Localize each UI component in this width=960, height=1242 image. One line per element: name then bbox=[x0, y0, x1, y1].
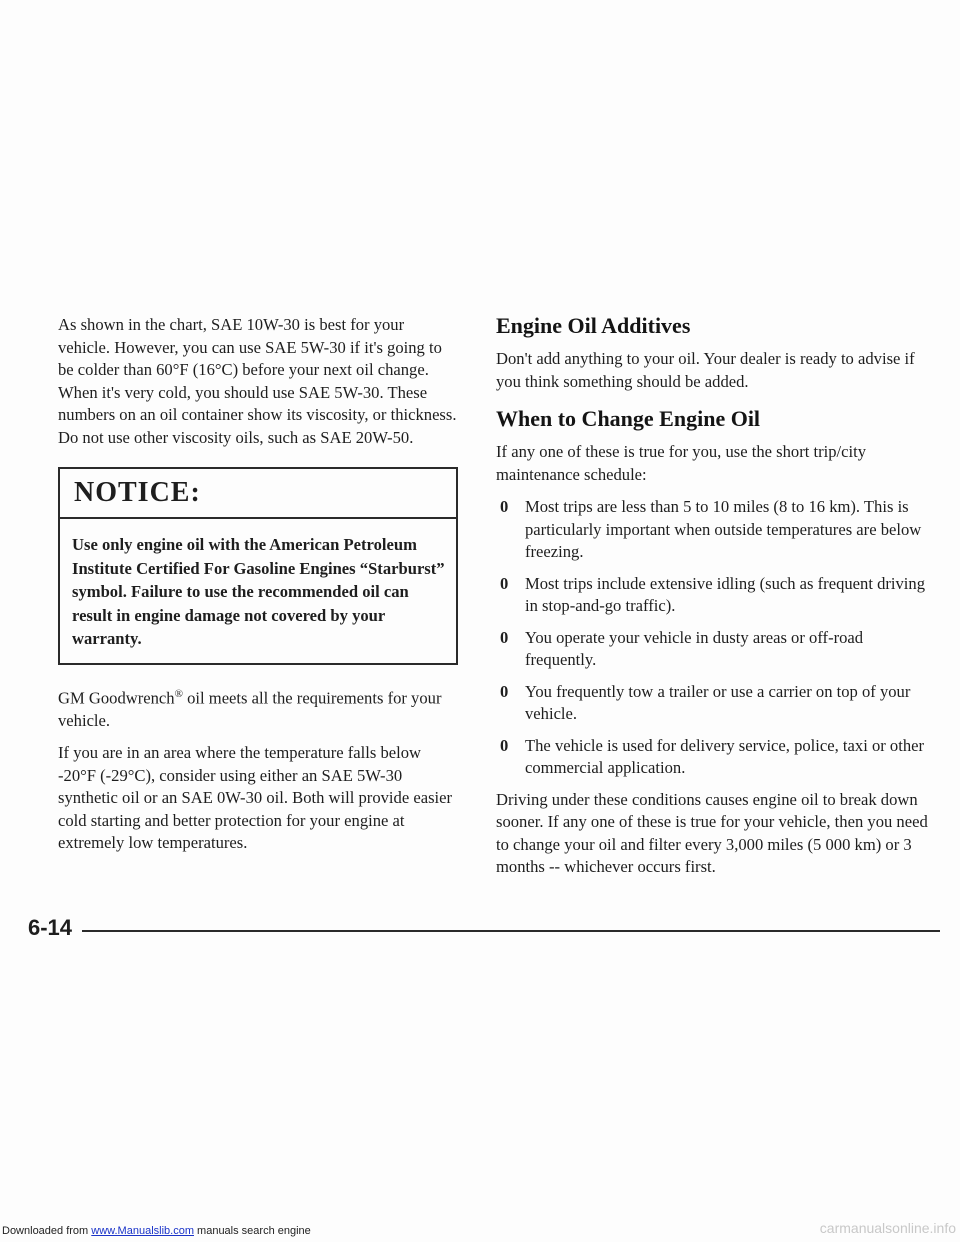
bullet-icon: 0 bbox=[500, 497, 509, 516]
list-item bbox=[496, 627, 936, 672]
goodwrench-paragraph bbox=[58, 683, 458, 733]
bullet-icon: 0 bbox=[500, 573, 509, 593]
source-line bbox=[2, 1225, 311, 1237]
additives-heading: Engine Oil Additives bbox=[496, 313, 691, 338]
list-item-text: Most trips include extensive idling (such as frequent driving in stop-and-go traffic). bbox=[525, 573, 926, 615]
closing-paragraph: Driving under these conditions causes engine oil to break down sooner. If any one of these is true for your vehicle, then you need to change your oil and filter every 3,000 miles (5 000 km) or 3 months -- whichever occurs first. bbox=[496, 789, 928, 876]
list-item-text: Most trips are less than 5 to 10 miles (8 to 16 km). This is particularly important when outside temperatures are below freezing. bbox=[525, 497, 922, 561]
list-item bbox=[496, 573, 936, 618]
list-item-text: You operate your vehicle in dusty areas or off-road frequently. bbox=[525, 627, 864, 669]
list-item-text: The vehicle is used for delivery service, police, taxi or other commercial application. bbox=[525, 735, 925, 777]
bullet-icon: 0 bbox=[500, 681, 509, 701]
left-column bbox=[58, 314, 458, 855]
watermark: carmanualsonline.info bbox=[819, 1220, 956, 1236]
cold-weather-paragraph: If you are in an area where the temperature falls below -20°F (-29°C), consider using either an SAE 5W-30 synthetic oil or an SAE 0W-30 oil. Both will provide easier cold starting and better protection for your engine at extremely low temperatures. bbox=[58, 743, 453, 853]
intro-paragraph: As shown in the chart, SAE 10W-30 is best for your vehicle. However, you can use SAE 5W-30 if it's going to be colder than 60°F (16°C) before your next oil change. When it's very cold, you should use SAE 5W-30. These numbers on an oil container show its viscosity, or thickness. Do not use other viscosity oils, such as SAE 20W-50. bbox=[58, 315, 457, 447]
right-column bbox=[496, 312, 936, 879]
notice-title: NOTICE: bbox=[60, 469, 456, 519]
footer-divider bbox=[82, 930, 940, 932]
change-oil-heading: When to Change Engine Oil bbox=[496, 406, 761, 431]
conditions-list bbox=[496, 496, 936, 780]
page-number: 6-14 bbox=[28, 915, 73, 940]
change-intro-paragraph: If any one of these is true for you, use the short trip/city maintenance schedule: bbox=[496, 442, 867, 484]
additives-paragraph: Don't add anything to your oil. Your dealer is ready to advise if you think something should be added. bbox=[496, 349, 915, 391]
manualslib-link[interactable]: www.Manualslib.com bbox=[91, 1225, 194, 1237]
list-item bbox=[496, 735, 936, 780]
bullet-icon: 0 bbox=[500, 735, 509, 755]
source-prefix: Downloaded from bbox=[2, 1225, 92, 1237]
registered-mark: ® bbox=[174, 687, 183, 700]
list-item bbox=[496, 681, 936, 726]
list-item-text: You frequently tow a trailer or use a carrier on top of your vehicle. bbox=[525, 681, 911, 723]
goodwrench-brand: GM Goodwrench bbox=[58, 688, 175, 708]
goodwrench-text: oil meets all the requirements for your vehicle. bbox=[58, 688, 442, 730]
notice-body: Use only engine oil with the American Petroleum Institute Certified For Gasoline Engines “Starburst” symbol. Failure to use the recommended oil can result in engine damage not covered by your warranty. bbox=[72, 535, 445, 648]
bullet-icon: 0 bbox=[500, 627, 509, 647]
notice-box bbox=[58, 467, 458, 665]
list-item bbox=[496, 496, 936, 564]
source-suffix: manuals search engine bbox=[193, 1225, 311, 1237]
